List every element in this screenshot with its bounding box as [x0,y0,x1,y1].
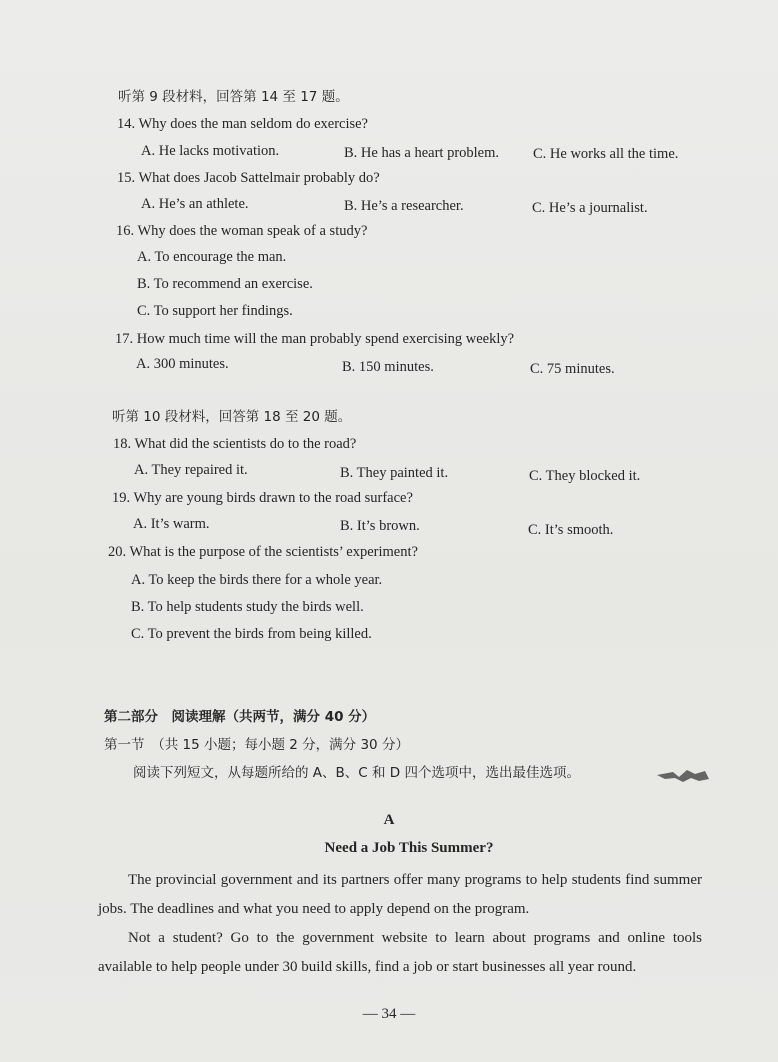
ink-smudge [655,765,711,785]
passage-label: A [383,812,395,828]
passage-paragraph-1 [98,866,702,924]
passage-paragraph-2 [98,924,702,982]
question-15-option-a: A. He’s an athlete. [141,196,249,212]
question-15-option-c: C. He’s a journalist. [532,200,648,216]
question-15-stem: 15. What does Jacob Sattelmair probably do? [117,170,380,186]
reading-instruction: 阅读下列短文，从每题所给的 A、B、C 和 D 四个选项中，选出最佳选项。 [133,765,580,781]
question-20-stem: 20. What is the purpose of the scientists’ experiment? [108,544,418,560]
question-17-option-b: B. 150 minutes. [342,359,434,375]
page-number: — 34 — [362,1006,416,1022]
question-20-option-b: B. To help students study the birds well. [131,599,364,615]
question-14-option-c: C. He works all the time. [533,146,679,162]
question-19-option-b: B. It’s brown. [340,518,420,534]
question-18-option-a: A. They repaired it. [134,462,248,478]
passage-title: Need a Job This Summer? [324,840,494,856]
question-20-option-a: A. To keep the birds there for a whole year. [131,572,383,588]
section-9-heading: 听第 9 段材料，回答第 14 至 17 题。 [118,89,349,105]
question-14-option-a: A. He lacks motivation. [141,143,280,159]
question-17-option-a: A. 300 minutes. [136,356,229,372]
question-17-stem: 17. How much time will the man probably spend exercising weekly? [115,331,515,347]
question-19-option-a: A. It’s warm. [133,516,210,532]
question-18-stem: 18. What did the scientists do to the road? [113,436,357,452]
question-20-option-c: C. To prevent the birds from being killed. [131,626,372,642]
passage-paragraph-1-text: The provincial government and its partners offer many programs to help students find summer jobs. The deadlines and what you need to apply depend on the program. [98,872,702,917]
section-1-title: 第一节 （共 15 小题；每小题 2 分，满分 30 分） [104,737,409,753]
question-14-option-b: B. He has a heart problem. [344,145,500,161]
question-15-option-b: B. He’s a researcher. [344,198,464,214]
question-17-option-c: C. 75 minutes. [530,361,615,377]
part-2-title: 第二部分 阅读理解（共两节，满分 40 分） [104,709,376,725]
question-18-option-b: B. They painted it. [340,465,449,481]
question-19-option-c: C. It’s smooth. [528,522,614,538]
question-16-option-a: A. To encourage the man. [137,249,287,265]
section-10-heading: 听第 10 段材料，回答第 18 至 20 题。 [112,409,352,425]
passage-paragraph-2-text: Not a student? Go to the government website to learn about programs and online tools available to help people under 30 build skills, find a job or start businesses all year round. [98,930,702,975]
question-18-option-c: C. They blocked it. [529,468,641,484]
question-16-stem: 16. Why does the woman speak of a study? [116,223,368,239]
question-14-stem: 14. Why does the man seldom do exercise? [117,116,368,132]
question-16-option-b: B. To recommend an exercise. [137,276,313,292]
question-19-stem: 19. Why are young birds drawn to the road surface? [112,490,413,506]
question-16-option-c: C. To support her findings. [137,303,293,319]
